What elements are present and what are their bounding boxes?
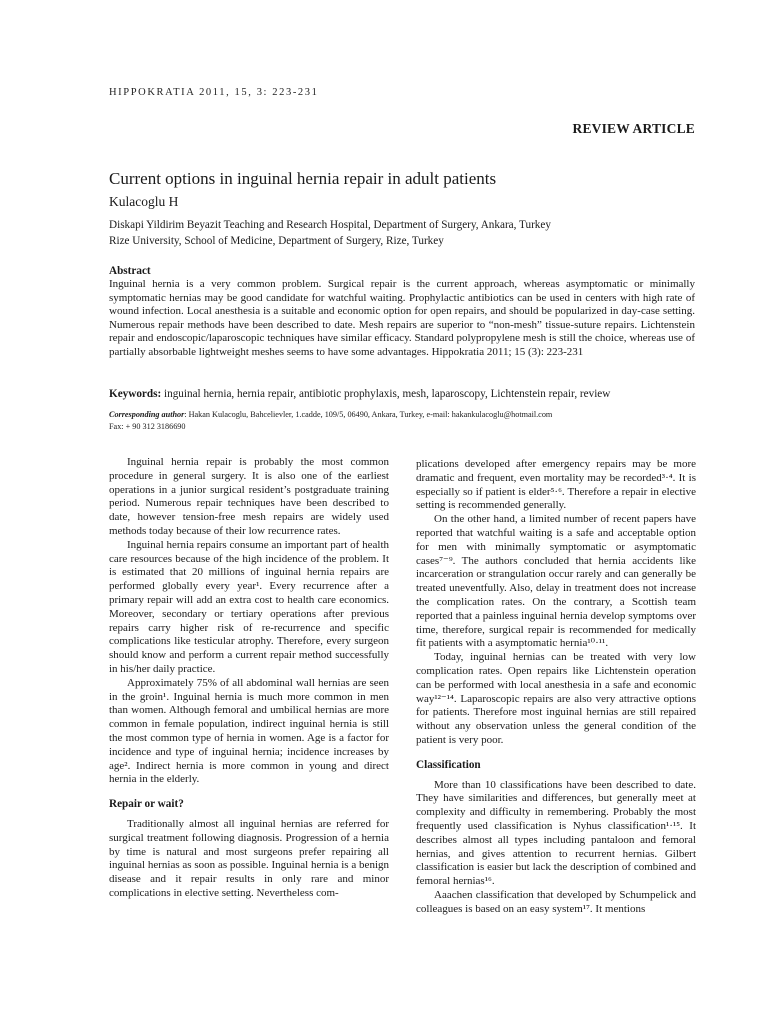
correspondence-block — [109, 409, 552, 432]
affiliation-2: Rize University, School of Medicine, Department of Surgery, Rize, Turkey — [109, 234, 444, 247]
body-paragraph: Inguinal hernia repairs consume an important part of health care resources because of the high incidence of the problem. It is estimated that 20 millions of inguinal hernia repairs are performed globally every year¹. Every recurrence after a primary repair will add an extra cost to health care economics. Moreover, secondary or tertiary operations after previous repairs carry higher risk of re-recurrence and specific complications like testicular atrophy. Therefore, every surgeon should know and perform a current repair method successfully in his/her daily practice. — [109, 538, 389, 675]
right-column — [416, 458, 696, 917]
abstract-heading: Abstract — [109, 265, 151, 277]
author-name: Kulacoglu H — [109, 194, 179, 209]
fax-line: Fax: + 90 312 3186690 — [109, 421, 186, 431]
body-paragraph: On the other hand, a limited number of recent papers have reported that watchful waiting is a safe and acceptable option for men with minimally symptomatic or asymptomatic cases⁷⁻⁹. The authors concluded that hernia accidents like incarceration or strangulation occur rarely and can generally be treated uneventfully. Also, delay in treatment does not increase the complication rates. On the contrary, a Scottish team reported that a painless inguinal hernia develop symptoms over time, therefore, surgical repair is recommended for medically fit patients with a asymptomatic hernia¹⁰·¹¹. — [416, 513, 696, 650]
keywords-label: Keywords: — [109, 388, 162, 400]
body-paragraph: Aaachen classification that developed by Schumpelick and colleagues is based on an easy system¹⁷. It mentions — [416, 888, 696, 915]
abstract-section — [109, 264, 695, 360]
running-head: HIPPOKRATIA 2011, 15, 3: 223-231 — [109, 87, 319, 98]
correspondence-text: : Hakan Kulacoglu, Bahcelievler, 1.cadde, 109/5, 06490, Ankara, Turkey, e-mail: hakankulacoglu@hotmail.com — [184, 410, 553, 419]
article-title: Current options in inguinal hernia repair in adult patients — [109, 169, 497, 188]
body-paragraph: Inguinal hernia repair is probably the most common procedure in general surgery. It is also one of the earliest operations in a junior surgical resident’s postgraduate training period. Numerous repair techniques have been described to date, however tension-free mesh repairs are widely used methods today because of their low recurrence rates. — [109, 456, 389, 537]
body-paragraph: Approximately 75% of all abdominal wall hernias are seen in the groin¹. Inguinal hernia is much more common in men than women. Although femoral and umbilical hernias are more common in female population, indirect inguinal hernia is still the most common type of hernia in women. Age is a factor for incidence and type of inguinal hernia; incidence increases by age². Indirect hernia is more common in young and direct hernia in the elderly. — [109, 676, 389, 786]
correspondence-line — [109, 409, 552, 421]
keywords-line — [109, 388, 699, 400]
article-type-label: REVIEW ARTICLE — [572, 121, 695, 136]
abstract-text: Inguinal hernia is a very common problem. Surgical repair is the current approach, whereas asymptomatic or minimally symptomatic hernias may be good candidate for watchful waiting. Prophylactic antibiotics can be used in centers with high rate of wound infection. Local anesthesia is a suitable and economic option for open repairs, and should be popularized in day-case setting. Numerous repair methods have been described to date. Mesh repairs are superior to “non-mesh” tissue-suture repairs. Lichtenstein repair and endoscopic/laparoscopic techniques have similar efficacy. Standard polypropylene mesh is still the choice, whereas use of partially absorbable lightweight meshes seems to have some advantages. Hippokratia 2011; 15 (3): 223-231 — [109, 278, 695, 358]
affiliations — [109, 218, 551, 249]
body-paragraph: Traditionally almost all inguinal hernias are referred for surgical treatment following diagnosis. Progression of a hernia by time is natural and most surgeons prefer repairing all inguinal hernias as soon as possible. Inguinal hernia is a benign disease and it repair results in only rare and minor complications in elective setting. Nevertheless com- — [109, 817, 389, 899]
body-paragraph: Today, inguinal hernias can be treated with very low complication rates. Open repairs like Lichtenstein operation can be performed with local anesthesia in a safe and economic way¹²⁻¹⁴. Laparoscopic repairs are also very attractive options for patients. Therefore most inguinal hernias are still repaired without any observation unless the general condition of the patient is very poor. — [416, 651, 696, 746]
left-column — [109, 456, 389, 901]
affiliation-1: Diskapi Yildirim Beyazit Teaching and Research Hospital, Department of Surgery, Ankara, Turkey — [109, 219, 551, 231]
section-heading-repair-or-wait: Repair or wait? — [109, 798, 184, 811]
keywords-text: inguinal hernia, hernia repair, antibiotic prophylaxis, mesh, laparoscopy, Lichtenstein repair, review — [161, 388, 611, 400]
correspondence-label: Corresponding author — [109, 410, 185, 419]
body-paragraph: More than 10 classifications have been described to date. They have similarities and differences, but generally meet at complexity and difficulty in remembering. Probably the most frequently used classification is Nyhus classification¹·¹⁵. It describes almost all types including pantaloon and femoral hernias, and gives attention to recurrent hernias. Gilbert classification is easier but lack the description of combined and femoral hernias¹⁶. — [416, 778, 696, 888]
body-paragraph: plications developed after emergency repairs may be more dramatic and frequent, even mortality may be recorded³·⁴. It is especially so if patient is elder⁵·⁶. Therefore a repair in elective setting is recommended generally. — [416, 458, 696, 512]
section-heading-classification: Classification — [416, 758, 481, 771]
